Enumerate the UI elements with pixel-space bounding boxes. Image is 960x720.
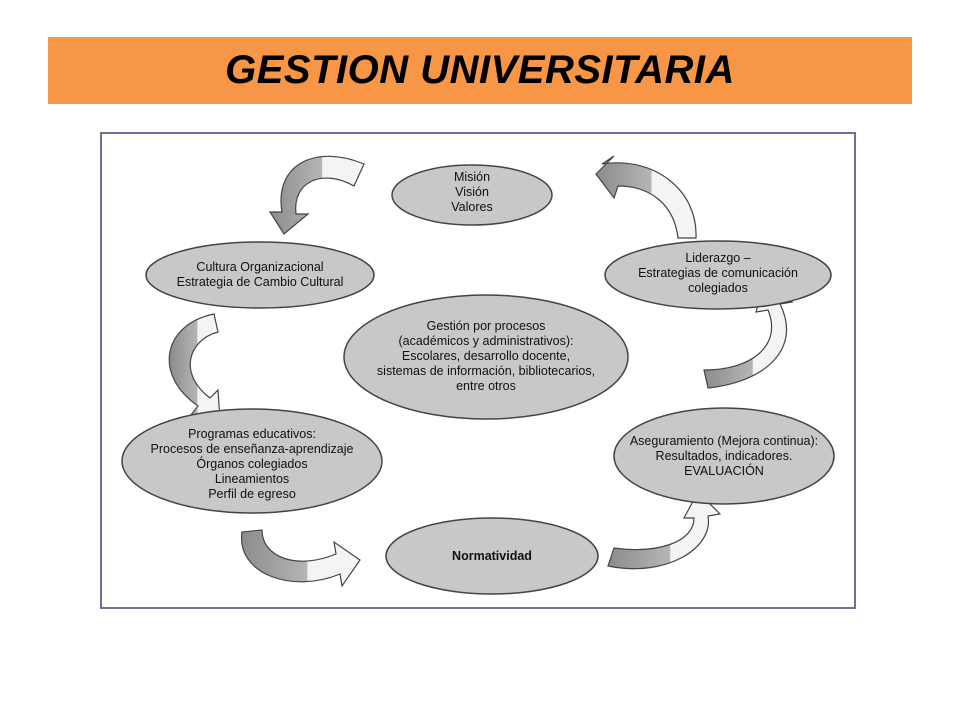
node-liderazgo xyxy=(605,241,831,309)
node-cultura-line: Cultura Organizacional xyxy=(196,260,324,274)
node-gestion-line: (académicos y administrativos): xyxy=(398,334,574,348)
node-normatividad xyxy=(386,518,598,594)
node-gestion-line: sistemas de información, bibliotecarios, xyxy=(376,364,596,378)
node-cultura xyxy=(146,242,374,308)
node-mision-line: Valores xyxy=(451,200,493,214)
node-normatividad-label: Normatividad xyxy=(452,549,532,563)
node-programas xyxy=(122,409,382,513)
node-mision-line: Misión xyxy=(453,170,491,184)
node-gestion-line: Escolares, desarrollo docente, xyxy=(401,349,571,363)
node-liderazgo-line: Estrategias de comunicación xyxy=(638,266,798,280)
page-title: GESTION UNIVERSITARIA xyxy=(225,48,735,92)
node-aseguramiento-line: EVALUACIÓN xyxy=(684,464,764,478)
node-gestion xyxy=(344,295,628,419)
node-aseguramiento-line: Aseguramiento (Mejora continua): xyxy=(629,434,819,448)
title-bar xyxy=(48,37,912,104)
node-programas-line: Órganos colegiados xyxy=(196,457,308,471)
node-gestion-line: entre otros xyxy=(456,379,516,393)
arrow-programas-to-normatividad xyxy=(242,530,360,586)
arrow-cultura-to-programas xyxy=(169,314,220,420)
cycle-diagram xyxy=(102,134,854,607)
node-liderazgo-line: Liderazgo – xyxy=(685,251,751,265)
node-cultura-line: Estrategia de Cambio Cultural xyxy=(176,275,344,289)
node-aseguramiento-line: Resultados, indicadores. xyxy=(655,449,793,463)
arrow-mision-to-liderazgo xyxy=(596,156,696,238)
node-gestion-line: Gestión por procesos xyxy=(426,319,546,333)
node-mision xyxy=(392,165,552,225)
arrow-cultura-to-mision xyxy=(270,156,364,234)
diagram-frame xyxy=(100,132,856,609)
node-aseguramiento xyxy=(614,408,834,504)
node-mision-line: Visión xyxy=(455,185,489,199)
node-liderazgo-line: colegiados xyxy=(688,281,748,295)
node-programas-line: Perfil de egreso xyxy=(208,487,296,501)
node-programas-line: Procesos de enseñanza-aprendizaje xyxy=(150,442,354,456)
node-programas-line: Programas educativos: xyxy=(188,427,316,441)
node-programas-line: Lineamientos xyxy=(214,472,290,486)
